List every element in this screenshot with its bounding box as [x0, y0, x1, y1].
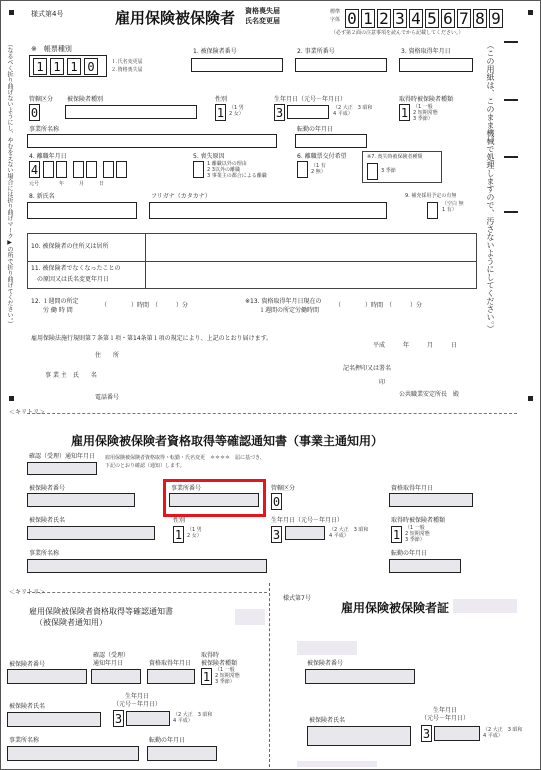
br-birth-era[interactable]: 3	[422, 727, 431, 741]
cut-line	[27, 413, 517, 414]
right-side-note: （この用紙は、このまま機械で処理しますので、汚さないようにしてください。）	[486, 41, 495, 333]
form-type-option-1: １.氏名変更届	[111, 59, 143, 65]
employer-name-label: 事 業 主 氏 名	[45, 372, 97, 379]
office-name-field[interactable]	[27, 134, 277, 148]
bl-acq-kind-value[interactable]: 1	[202, 670, 211, 684]
insured-kind-field[interactable]	[65, 105, 197, 119]
bl-acq-kind-label: 取得時	[201, 652, 220, 659]
declaration: 雇用保険法施行規則第７条第１項・第14条第１項の規定により、上記のとおり届けます。	[31, 335, 273, 342]
sample-digit: 2	[377, 9, 391, 28]
sex-value[interactable]: 1	[216, 106, 225, 120]
corner-mark	[528, 396, 533, 401]
birth-label: 生年月日（元号－年月日）	[274, 96, 347, 103]
notice-transfer-field[interactable]	[389, 559, 461, 573]
loss-kind-label: ※7. 喪失時被保険者種類	[367, 154, 423, 160]
loss-cause-options: 1 離職以外の理由 2 3以外の離職 3 事業主の都合による離職	[207, 161, 267, 179]
bl-acq-kind-label-2: 被保険者種類	[201, 660, 238, 667]
insured-number-label: 1. 被保険者番号	[193, 48, 237, 55]
br-insured-name-field[interactable]	[307, 726, 411, 746]
sample-digit: 6	[441, 9, 455, 28]
br-era-options: （2 大正 3 昭和 4 平成）	[483, 727, 523, 739]
left-side-note: （なるべく折り曲げないようにし、やむをえない場合には折り曲げマーク▶の所で折り曲げてください。）	[6, 41, 13, 327]
furigana-field[interactable]	[149, 202, 387, 219]
bl-confirm-label: 確認（受理）	[93, 652, 130, 659]
era-options: （2 大正 3 昭和 4 平成）	[333, 105, 373, 117]
new-name-label: 8. 新氏名	[29, 193, 55, 200]
cause-label-1: 11. 被保険者でなくなったことの	[31, 265, 121, 272]
acq-kind-label: 取得時被保険者種類	[399, 96, 454, 103]
bl-era-options: （2 大正 3 昭和 4 平成）	[173, 712, 213, 724]
bl-insured-no-field[interactable]	[7, 669, 87, 684]
sample-digit: 5	[425, 9, 439, 28]
form-type-digit: 1	[50, 58, 64, 75]
sample-label-1: 標準	[330, 9, 341, 15]
form-type-label: ※ 帳票種別	[31, 45, 72, 53]
cut-label: ＜キリトリ＞	[9, 409, 46, 416]
insured-number-field[interactable]	[191, 58, 283, 72]
separation-date-cell[interactable]	[43, 161, 54, 178]
table-divider	[145, 233, 146, 289]
bl-acq-date-field[interactable]	[147, 669, 195, 684]
bottom-left-title-1: 雇用保険被保険者資格取得等確認通知書	[29, 607, 173, 616]
recipient: 公共職業安定所長 殿	[399, 391, 460, 398]
birth-date-field[interactable]	[287, 105, 329, 119]
bl-birth-label-2: （元号－年月日）	[113, 701, 162, 708]
replacement-label: 9. 補充採用予定の有無	[405, 193, 457, 199]
br-title: 雇用保険被保険者証	[341, 601, 450, 615]
cut-line	[27, 592, 267, 593]
bl-confirm-field[interactable]	[91, 669, 141, 684]
bl-insured-name-field[interactable]	[7, 712, 101, 727]
notice-insured-name-field[interactable]	[27, 526, 155, 540]
separation-date-cell[interactable]	[56, 161, 67, 178]
notice-office-no-label: 事業所番号	[171, 485, 202, 492]
bl-birth-field[interactable]	[126, 711, 170, 726]
br-insured-no-field[interactable]	[305, 669, 415, 684]
address-label: 10. 被保険者の住所又は居所	[31, 243, 109, 250]
bl-confirm-label-2: 通知年月日	[93, 660, 124, 667]
form-subtitle-2: 氏名変更届	[245, 17, 280, 25]
loss-cause-label: 5. 喪失原因	[193, 153, 225, 160]
acq-kind-options: （1 一般 2 短期常態 3 季節）	[413, 104, 438, 122]
shaded-area	[453, 599, 517, 613]
form-type-digit: 1	[33, 58, 47, 75]
form-type-option-2: ２.資格喪失届	[111, 67, 143, 73]
highlight-office-number	[163, 479, 266, 517]
separation-date-label: 4. 離職年月日	[29, 153, 67, 160]
notice-district-label: 管轄区分	[271, 485, 296, 492]
fold-mark	[504, 211, 518, 213]
sample-digit: 4	[409, 9, 423, 28]
separation-date-cell[interactable]	[73, 161, 84, 178]
acq-hours-value[interactable]: （ ）時間 （ ）分	[335, 302, 423, 309]
sample-digit: 3	[393, 9, 407, 28]
notice-transfer-label: 転勤の年月日	[391, 550, 428, 557]
vertical-cut-line	[269, 583, 270, 767]
loss-kind-field[interactable]	[367, 163, 378, 180]
bl-birth-era[interactable]: 3	[114, 712, 123, 726]
br-form-number: 様式第7号	[283, 595, 311, 602]
notice-sex-value[interactable]: 1	[174, 528, 183, 542]
sex-label: 性別	[215, 96, 228, 103]
new-name-field[interactable]	[27, 202, 137, 219]
sample-digit: 7	[457, 9, 471, 28]
office-number-field[interactable]	[295, 58, 387, 72]
separation-date-cell[interactable]	[103, 161, 114, 178]
separation-slip-field[interactable]	[297, 161, 308, 178]
bottom-left-title-2: （被保険者通知用）	[35, 618, 107, 627]
transfer-date-field[interactable]	[295, 134, 367, 148]
bl-acq-date-label: 資格取得年月日	[149, 660, 192, 667]
notice-insured-no-field[interactable]	[27, 493, 135, 507]
acquisition-date-field[interactable]	[399, 58, 473, 72]
notice-sex-options: （1 男 2 女）	[187, 527, 202, 539]
bl-acq-kind-options: （1 一般 2 短期常態 3 季節）	[215, 667, 240, 685]
separation-era-value[interactable]: 4	[30, 163, 39, 177]
br-insured-no-label: 被保険者番号	[307, 660, 344, 667]
bl-office-name-field[interactable]	[7, 746, 139, 761]
birth-era-value[interactable]: 3	[275, 106, 284, 120]
header-note: （必ず第２面の注意事項を読んでから記載してください。）	[331, 30, 464, 36]
notice-office-name-field[interactable]	[27, 559, 267, 573]
fold-mark	[504, 156, 518, 158]
notice-birth-era[interactable]: 3	[272, 528, 281, 542]
notice-confirm-label: 確認（受理）通知年月日	[29, 453, 96, 460]
replacement-field[interactable]	[427, 202, 438, 219]
loss-kind-options: 3 季節	[381, 168, 396, 174]
notice-title: 雇用保険被保険者資格取得等確認通知書（事業主通知用）	[71, 434, 384, 448]
district-label: 管轄区分	[29, 96, 54, 103]
transfer-date-label: 転勤の年月日	[297, 126, 334, 133]
bl-insured-no-label: 被保険者番号	[9, 661, 46, 668]
sample-label-2: 字体	[330, 17, 341, 23]
notice-insured-no-label: 被保険者番号	[29, 485, 66, 492]
form-number: 様式第4号	[31, 10, 64, 18]
corner-mark	[528, 10, 533, 15]
form-subtitle-1: 資格喪失届	[245, 7, 280, 15]
weekly-hours-label-1: 12. １週間の所定	[31, 298, 79, 305]
form-type-digit: 0	[84, 58, 98, 75]
notice-era-options: （2 大正 3 昭和 4 平成）	[329, 527, 369, 539]
declaration-date: 平成 年 月 日	[373, 342, 458, 349]
separation-date-sub: 元号 年 月 日	[29, 181, 105, 187]
bl-transfer-label: 転勤の年月日	[149, 737, 186, 744]
notice-acq-kind-options: （1 一般 2 短期常態 3 季節）	[405, 525, 430, 543]
notice-birth-label: 生年月日（元号－年月日）	[271, 517, 344, 524]
insured-kind-label: 被保険者種別	[67, 96, 104, 103]
separation-date-cell[interactable]	[86, 161, 97, 178]
sample-digit: 1	[361, 9, 375, 28]
cause-label-2: の原因又は氏名変更年月日	[37, 276, 110, 283]
weekly-hours-value[interactable]: （ ）時間 （ ）分	[101, 302, 189, 309]
acq-kind-value[interactable]: 1	[400, 106, 409, 120]
employer-address-label: 住 所	[95, 352, 120, 359]
notice-confirm-text: 雇用保険被保険者資格取得・転勤・氏名変更 ＊＊＊＊ 届に基づき、	[105, 455, 265, 461]
notice-acq-date-field[interactable]	[389, 493, 473, 507]
notice-acq-date-label: 資格取得年月日	[391, 485, 434, 492]
seal-mark: 印	[379, 379, 386, 386]
form-type-digit: 1	[67, 58, 81, 75]
notice-insured-name-label: 被保険者氏名	[29, 517, 66, 524]
br-birth-field[interactable]	[434, 726, 480, 741]
separation-slip-label: 6. 離職票交付希望	[297, 153, 347, 160]
cut-label-2: ＜キリトリ＞	[9, 589, 46, 596]
shaded-area	[235, 609, 265, 625]
sex-options: （1 男 2 女）	[229, 105, 244, 117]
office-name-label: 事業所名称	[29, 126, 60, 133]
signature-label: 記名押印又は署名	[343, 365, 392, 372]
fold-mark	[504, 99, 518, 101]
sample-digit: 0	[345, 9, 359, 28]
notice-district-value[interactable]: 0	[272, 495, 281, 509]
acq-hours-label-2: １週間の所定労働時間	[259, 307, 320, 314]
sample-digit: 8	[473, 9, 487, 28]
notice-confirm-field[interactable]	[27, 462, 97, 475]
form-title: 雇用保険被保険者	[115, 9, 236, 27]
acquisition-date-label: 3. 資格取得年月日	[401, 48, 451, 55]
bl-insured-name-label: 被保険者氏名	[9, 703, 46, 710]
br-birth-label: 生年月日	[433, 707, 458, 714]
acq-hours-label-1: ※13. 資格取得年月日現在の	[245, 298, 322, 305]
weekly-hours-label-2: 労 働 時 間	[43, 307, 73, 314]
bl-office-name-label: 事業所名称	[9, 737, 40, 744]
corner-mark	[9, 10, 14, 15]
notice-confirm-text-2: 下記のとおり確認（通知）します。	[105, 463, 185, 469]
employer-tel-label: 電話番号	[95, 394, 120, 401]
sample-digit: 9	[489, 9, 503, 28]
corner-mark	[9, 396, 14, 401]
furigana-label: フリガナ（カタカナ）	[151, 193, 211, 200]
shaded-area	[297, 761, 377, 767]
bl-birth-label: 生年月日	[125, 693, 150, 700]
separation-date-cell[interactable]	[116, 161, 127, 178]
notice-acq-kind-value[interactable]: 1	[392, 528, 401, 542]
br-birth-label-2: （元号－年月日）	[421, 715, 470, 722]
office-number-label: 2. 事業所番号	[297, 48, 335, 55]
bl-transfer-field[interactable]	[147, 746, 217, 761]
notice-sex-label: 性別	[173, 517, 186, 524]
br-insured-name-label: 被保険者氏名	[309, 717, 346, 724]
table-divider	[27, 261, 477, 262]
replacement-options: （空白 無 1 有）	[442, 201, 464, 213]
district-value[interactable]: 0	[30, 106, 39, 120]
shaded-area	[297, 641, 357, 655]
separation-slip-options: （1 有 2 無）	[311, 163, 326, 175]
fold-mark	[504, 41, 518, 43]
notice-birth-field[interactable]	[285, 526, 325, 540]
notice-acq-kind-label: 取得時被保険者種類	[391, 517, 446, 524]
loss-cause-field[interactable]	[193, 161, 204, 178]
notice-office-name-label: 事業所名称	[29, 550, 60, 557]
